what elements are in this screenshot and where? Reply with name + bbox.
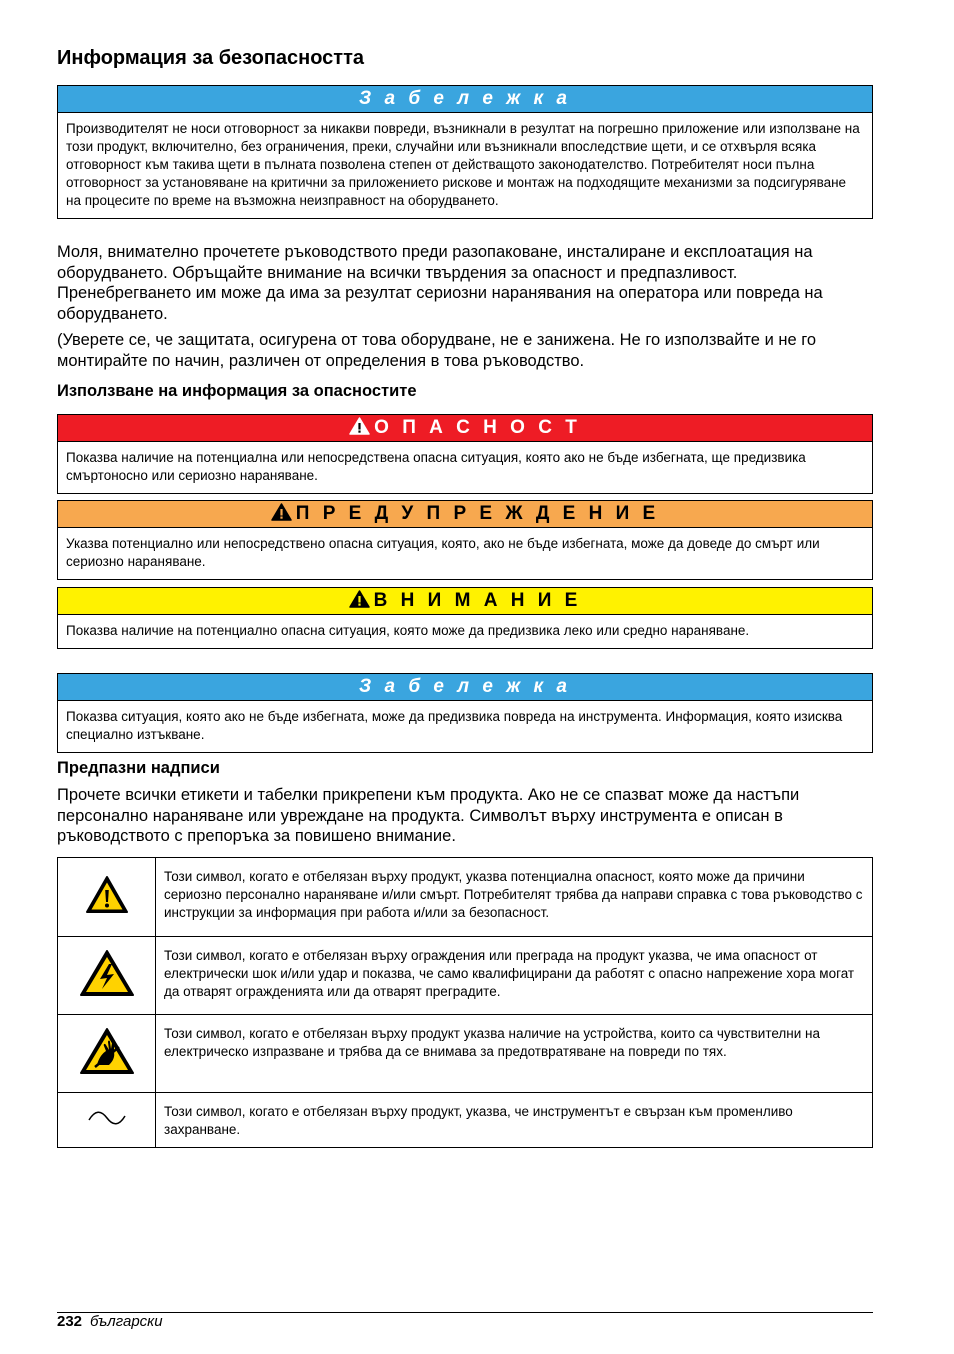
intro-paragraph: Моля, внимателно прочетете ръководството преди разопаковане, инсталиране и експлоатация на оборудването. Обръщайте внимание на всички твърдения за опасност и предпазливост. Пренебрегването им може да има за резултат сериозни наранявания на оператора или повреда на оборудването. — [57, 243, 823, 323]
caution-label: В Н И М А Н И Е — [373, 590, 582, 611]
warning-triangle-icon — [271, 503, 292, 521]
electric-shock-icon — [79, 949, 135, 997]
page-number: 232 — [57, 1313, 83, 1330]
symbol-description: Този символ, когато е отбелязан върху продукт указва наличие на устройства, които са чувствителни на електрическо изпразване и трябва да се внимава за предотвратяване на повреди по тях. — [156, 1015, 873, 1093]
notice-header: З а б е л е ж к а — [58, 674, 872, 701]
symbol-cell — [58, 1015, 156, 1093]
caution-header — [58, 588, 872, 615]
page-title: Информация за безопасността — [57, 47, 365, 69]
notice-header: З а б е л е ж к а — [58, 86, 872, 113]
symbol-cell — [58, 858, 156, 937]
symbol-cell — [58, 1093, 156, 1148]
table-row — [58, 858, 873, 937]
table-row — [58, 1015, 873, 1093]
footer — [57, 1313, 163, 1330]
table-row — [58, 937, 873, 1015]
notice-box-2 — [57, 673, 873, 753]
notice-box-1 — [57, 85, 873, 219]
warning-box — [57, 500, 873, 580]
symbol-description: Този символ, когато е отбелязан върху ограждения или преграда на продукт указва, че има опасност от електрически шок и/или удар и показва, че само квалифицирани да работят с опасно напрежение хора могат да отварят огражденията или да отварят преградите. — [156, 937, 873, 1015]
alternating-current-icon — [85, 1108, 129, 1128]
warning-triangle-icon — [349, 417, 370, 435]
symbols-table — [57, 857, 873, 1148]
labels-paragraph: Прочете всички етикети и табелки прикрепени към продукта. Ако не се спазват може да настъпи персонално нараняване или увреждане на продукта. Символът върху инструмента е описан в ръководството с препоръка за повишено внимание. — [57, 786, 800, 845]
warning-triangle-icon — [349, 590, 370, 608]
caution-box — [57, 587, 873, 649]
notice-text: Производителят не носи отговорност за никакви повреди, възникнали в резултат на погрешно приложение или използване на този продукт, включително, без ограничения, преки, случайни или възникнали впоследствие щети, и се отхвърля всяка отговорност към такива щети в пълната позволена степен от действащото законодателство. Потребителят носи пълна отговорност за установяване на критични за приложението рискове и монтаж на подходящите механизми за подсигуряване на процесите по време на възможна неизправност на оборудването. — [66, 121, 860, 208]
warning-label: П Р Е Д У П Р Е Ж Д Е Н И Е — [295, 503, 660, 524]
section-hazard-title: Използване на информация за опасностите — [57, 382, 417, 400]
danger-box — [57, 414, 873, 494]
danger-label: О П А С Н О С Т — [374, 417, 581, 438]
warning-triangle-icon — [85, 875, 129, 915]
footer-divider — [57, 1312, 873, 1313]
caution-text: Показва наличие на потенциално опасна ситуация, която може да предизвика леко или средно нараняване. — [66, 623, 750, 638]
protection-paragraph: (Уверете се, че защитата, осигурена от това оборудване, не е занижена. Не го използвайте и не го монтирайте по начин, различен от определения в това ръководство. — [57, 331, 817, 370]
symbol-cell — [58, 937, 156, 1015]
footer-language: български — [90, 1313, 163, 1330]
danger-text: Показва наличие на потенциална или непосредствена опасна ситуация, която ако не бъде избегната, ще предизвика смъртоносно или сериозно нараняване. — [66, 450, 806, 483]
table-row — [58, 1093, 873, 1148]
notice-text: Показва ситуация, която ако не бъде избегната, може да предизвика повреда на инструмента. Информация, която изисква специално изтъкване. — [66, 709, 843, 742]
symbol-description: Този символ, когато е отбелязан върху продукт, указва, че инструментът е свързан към променливо захранване. — [156, 1093, 873, 1148]
warning-header — [58, 501, 872, 528]
section-labels-title: Предпазни надписи — [57, 759, 220, 777]
symbol-description: Този символ, когато е отбелязан върху продукт, указва потенциална опасност, която може да причини сериозно персонално нараняване и/или смърт. Потребителят трябва да направи справка с това ръководство с инструкции за информация при работа и/или за безопасност. — [156, 858, 873, 937]
warning-text: Указва потенциално или непосредствено опасна ситуация, която, ако не бъде избегната, може да доведе до смърт или сериозно нараняване. — [66, 536, 820, 569]
esd-sensitive-icon — [79, 1027, 135, 1075]
danger-header — [58, 415, 872, 442]
